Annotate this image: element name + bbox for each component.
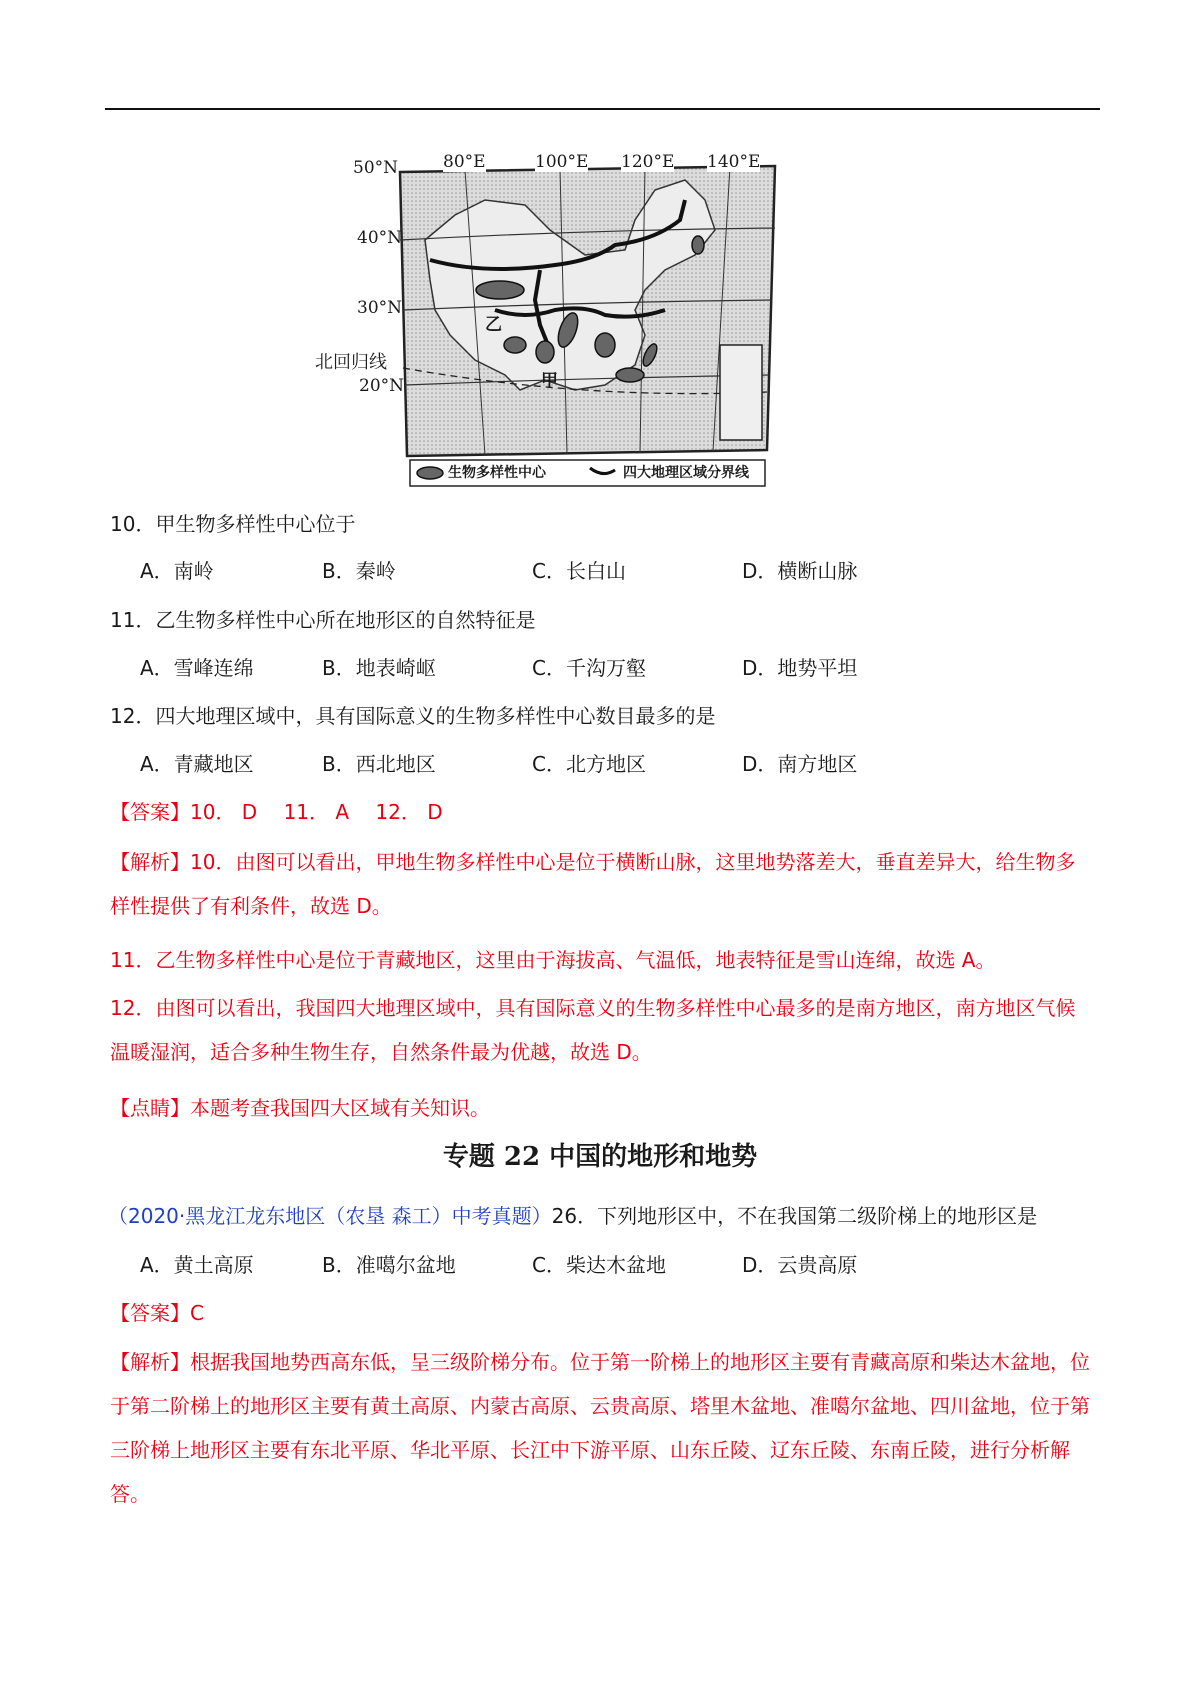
question-10-option-a: A．南岭 <box>140 559 214 583</box>
answer-label: 【答案】 <box>110 800 190 824</box>
tip-block <box>110 1094 490 1122</box>
question-26-option-c: C．柴达木盆地 <box>532 1253 666 1277</box>
question-11-option-c: C．千沟万壑 <box>532 656 646 680</box>
question-10-option-b: B．秦岭 <box>322 559 396 583</box>
map-tropic-label: 北回归线 <box>315 352 387 373</box>
question-10-stem: 10．甲生物多样性中心位于 <box>110 512 356 536</box>
analysis-label: 【解析】 <box>110 850 190 874</box>
header-rule <box>105 108 1100 110</box>
analysis-26 <box>110 1340 1095 1516</box>
map-lat-30: 30°N <box>357 298 403 318</box>
map-lon-80: 80°E <box>443 152 486 172</box>
question-26-source: （2020·黑龙江龙东地区（农垦 森工）中考真题） <box>108 1204 552 1228</box>
map-lat-50: 50°N <box>353 158 399 178</box>
answer-text: 10． D 11． A 12． D <box>190 800 443 824</box>
answer-block-1 <box>110 798 443 826</box>
answer-2-text: C <box>190 1301 204 1325</box>
map-marker-yi: 乙 <box>485 315 502 335</box>
map-lon-120: 120°E <box>621 152 675 172</box>
question-12-stem: 12．四大地理区域中，具有国际意义的生物多样性中心数目最多的是 <box>110 704 716 728</box>
map-legend-bio: 生物多样性中心 <box>448 465 546 481</box>
answer-block-2 <box>110 1299 204 1327</box>
question-11-stem: 11．乙生物多样性中心所在地形区的自然特征是 <box>110 608 536 632</box>
section-title: 专题 22 中国的地形和地势 <box>442 1142 758 1172</box>
question-12-option-c: C．北方地区 <box>532 752 646 776</box>
question-26-stem-line <box>108 1202 1037 1230</box>
question-11-option-b: B．地表崎岖 <box>322 656 436 680</box>
analysis-12: 12．由图可以看出，我国四大地理区域中，具有国际意义的生物多样性中心最多的是南方地区，南方地区气候温暖湿润，适合多种生物生存，自然条件最为优越，故选 D。 <box>110 996 1076 1064</box>
question-12-option-a: A．青藏地区 <box>140 752 254 776</box>
question-10-option-d: D．横断山脉 <box>742 559 858 583</box>
tip-text: 本题考查我国四大区域有关知识。 <box>190 1096 490 1120</box>
tip-label: 【点睛】 <box>110 1096 190 1120</box>
question-12-option-b: B．西北地区 <box>322 752 436 776</box>
analysis-10-text: 10．由图可以看出，甲地生物多样性中心是位于横断山脉，这里地势落差大，垂直差异大，给生物多样性提供了有利条件，故选 D。 <box>110 850 1076 918</box>
question-12-option-d: D．南方地区 <box>742 752 858 776</box>
analysis-10 <box>110 840 1095 928</box>
answer-2-label: 【答案】 <box>110 1301 190 1325</box>
analysis-2-label: 【解析】 <box>110 1350 190 1374</box>
question-26-stem: 26．下列地形区中，不在我国第二级阶梯上的地形区是 <box>551 1204 1038 1228</box>
map-lat-20: 20°N <box>359 376 405 396</box>
analysis-26-text: 根据我国地势西高东低，呈三级阶梯分布。位于第一阶梯上的地形区主要有青藏高原和柴达木盆地，位于第二阶梯上的地形区主要有黄土高原、内蒙古高原、云贵高原、塔里木盆地、准噶尔盆地、四川盆地，位于第三阶梯上地形区主要有东北平原、华北平原、长江中下游平原、山东丘陵、辽东丘陵、东南丘陵，进行分析解答。 <box>110 1350 1090 1506</box>
map-lon-100: 100°E <box>535 152 589 172</box>
question-26-option-a: A．黄土高原 <box>140 1253 254 1277</box>
china-biodiversity-map <box>315 152 855 498</box>
question-10-option-c: C．长白山 <box>532 559 626 583</box>
map-legend-line: 四大地理区域分界线 <box>623 465 749 481</box>
question-26-option-d: D．云贵高原 <box>742 1253 858 1277</box>
question-11-option-d: D．地势平坦 <box>742 656 858 680</box>
map-lat-40: 40°N <box>357 228 403 248</box>
analysis-11: 11．乙生物多样性中心是位于青藏地区，这里由于海拔高、气温低，地表特征是雪山连绵，故选 A。 <box>110 948 996 972</box>
question-11-option-a: A．雪峰连绵 <box>140 656 254 680</box>
question-26-option-b: B．准噶尔盆地 <box>322 1253 456 1277</box>
map-lon-140: 140°E <box>707 152 761 172</box>
map-marker-jia: 甲 <box>541 371 558 391</box>
